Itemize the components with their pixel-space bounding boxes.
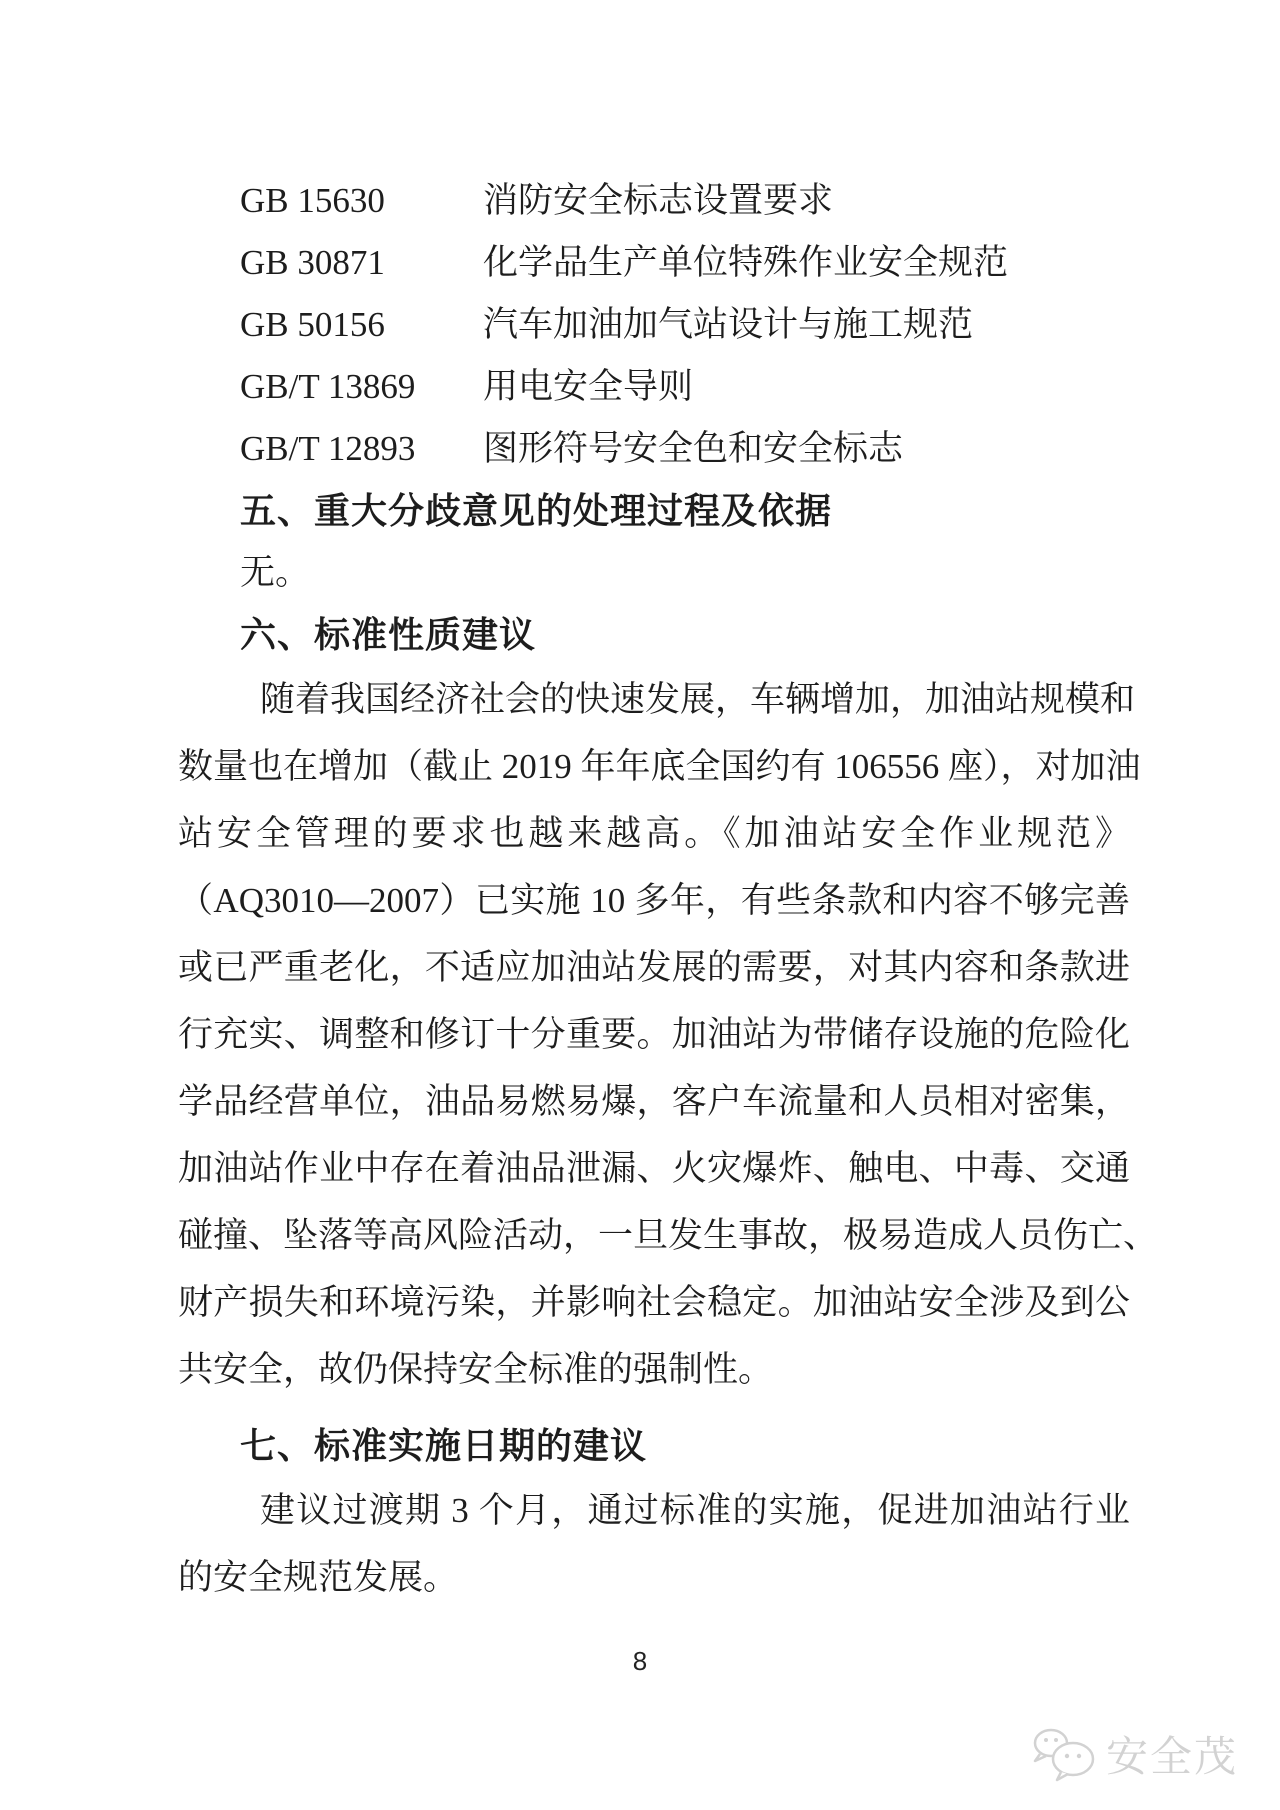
paragraph-line: 行充实、调整和修订十分重要。加油站为带储存设施的危险化 [178,1015,1130,1054]
reference-code: GB/T 13869 [240,367,416,406]
reference-row [178,418,1130,480]
paragraph-line: 学品经营单位，油品易燃易爆，客户车流量和人员相对密集， [178,1082,1130,1121]
paragraph-line: 加油站作业中存在着油品泄漏、火灾爆炸、触电、中毒、交通 [178,1149,1130,1188]
reference-code: GB/T 12893 [240,429,416,468]
reference-row [178,356,1130,418]
reference-row [178,294,1130,356]
section-heading-7: 七、标准实施日期的建议 [240,1425,648,1466]
section-heading-5: 五、重大分歧意见的处理过程及依据 [240,490,833,531]
paragraph-line: 共安全，故仍保持安全标准的强制性。 [178,1350,774,1389]
wechat-icon [1030,1726,1098,1782]
reference-code: GB 50156 [240,305,385,344]
section-heading-6: 六、标准性质建议 [240,614,537,655]
reference-title: 图形符号安全色和安全标志 [483,429,904,468]
paragraph-line: 财产损失和环境污染，并影响社会稳定。加油站安全涉及到公 [178,1283,1130,1322]
paragraph-line: 数量也在增加（截止 2019 年年底全国约有 106556 座），对加油 [178,747,1141,786]
reference-code: GB 15630 [240,181,385,220]
reference-title: 用电安全导则 [483,367,694,406]
reference-row [178,232,1130,294]
reference-title: 消防安全标志设置要求 [483,181,834,220]
watermark-label: 安全茂 [1105,1733,1238,1780]
paragraph-line: 建议过渡期 3 个月，通过标准的实施，促进加油站行业 [260,1491,1130,1530]
section6-paragraph [178,666,1159,1403]
reference-title: 化学品生产单位特殊作业安全规范 [483,243,1009,282]
paragraph-line: 的安全规范发展。 [178,1558,459,1597]
section7-paragraph [178,1477,1130,1611]
paragraph-line: 碰撞、坠落等高风险活动，一旦发生事故，极易造成人员伤亡、 [178,1216,1159,1255]
section5-body: 无。 [240,553,311,592]
page-number: 8 [632,1646,648,1676]
page-content [178,170,1159,1611]
paragraph-line: （AQ3010—2007）已实施 10 多年，有些条款和内容不够完善 [178,881,1130,920]
reference-list [178,170,1130,480]
reference-row [178,170,1130,232]
reference-code: GB 30871 [240,243,385,282]
paragraph-line: 站安全管理的要求也越来越高。《加油站安全作业规范》 [178,814,1130,853]
reference-title: 汽车加油加气站设计与施工规范 [483,305,974,344]
paragraph-line: 随着我国经济社会的快速发展，车辆增加，加油站规模和 [260,680,1136,719]
watermark [1030,1724,1238,1784]
paragraph-line: 或已严重老化，不适应加油站发展的需要，对其内容和条款进 [178,948,1130,987]
